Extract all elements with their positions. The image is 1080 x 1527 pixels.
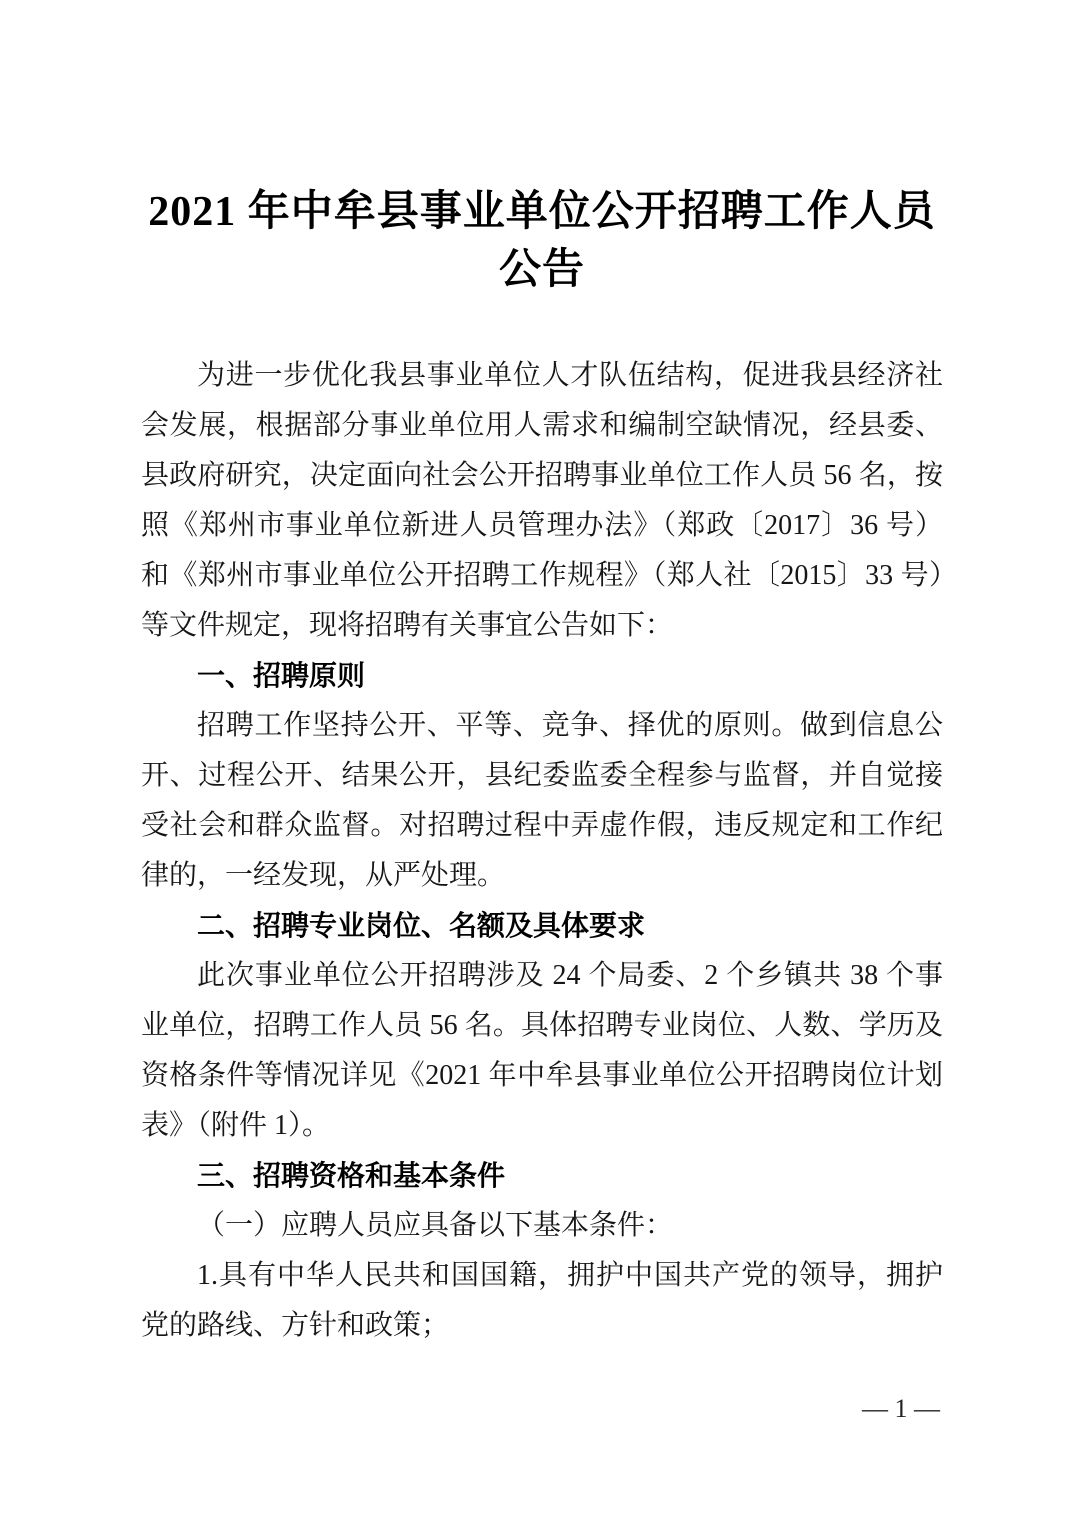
- page-number: — 1 —: [862, 1394, 940, 1423]
- document-title-line1: 2021 年中牟县事业单位公开招聘工作人员: [148, 189, 936, 235]
- recruitment-principles-paragraph: 招聘工作坚持公开、平等、竞争、择优的原则。做到信息公开、过程公开、结果公开，县纪委监委全程参与监督，并自觉接受社会和群众监督。对招聘过程中弄虚作假，违反规定和工作纪律的，一经发现，从严处理。: [141, 710, 943, 891]
- intro-paragraph: 为进一步优化我县事业单位人才队伍结构，促进我县经济社会发展，根据部分事业单位用人需求和编制空缺情况，经县委、县政府研究，决定面向社会公开招聘事业单位工作人员 56 名，按照《郑州市事业单位新进人员管理办法》（郑政〔2017〕36 号）和《郑州市事业单位公开招聘工作规程》（郑人社〔2015〕33 号）等文件规定，现将招聘有关事宜公告如下：: [141, 360, 943, 641]
- section-heading-2: 二、招聘专业岗位、名额及具体要求: [197, 909, 646, 942]
- section-heading-3: 三、招聘资格和基本条件: [197, 1159, 506, 1192]
- positions-quota-paragraph: 此次事业单位公开招聘涉及 24 个局委、2 个乡镇共 38 个事业单位，招聘工作人员 56 名。具体招聘专业岗位、人数、学历及资格条件等情况详见《2021 年中牟县事业单位公开招聘岗位计划表》（附件 1）。: [141, 960, 943, 1141]
- section-heading-1: 一、招聘原则: [197, 659, 366, 692]
- document-title: [141, 183, 943, 299]
- document-title-line2: 公告: [498, 247, 585, 293]
- basic-conditions-subheading: （一）应聘人员应具备以下基本条件：: [197, 1210, 674, 1241]
- condition-1-paragraph: 1.具有中华人民共和国国籍，拥护中国共产党的领导，拥护党的路线、方针和政策；: [141, 1260, 943, 1341]
